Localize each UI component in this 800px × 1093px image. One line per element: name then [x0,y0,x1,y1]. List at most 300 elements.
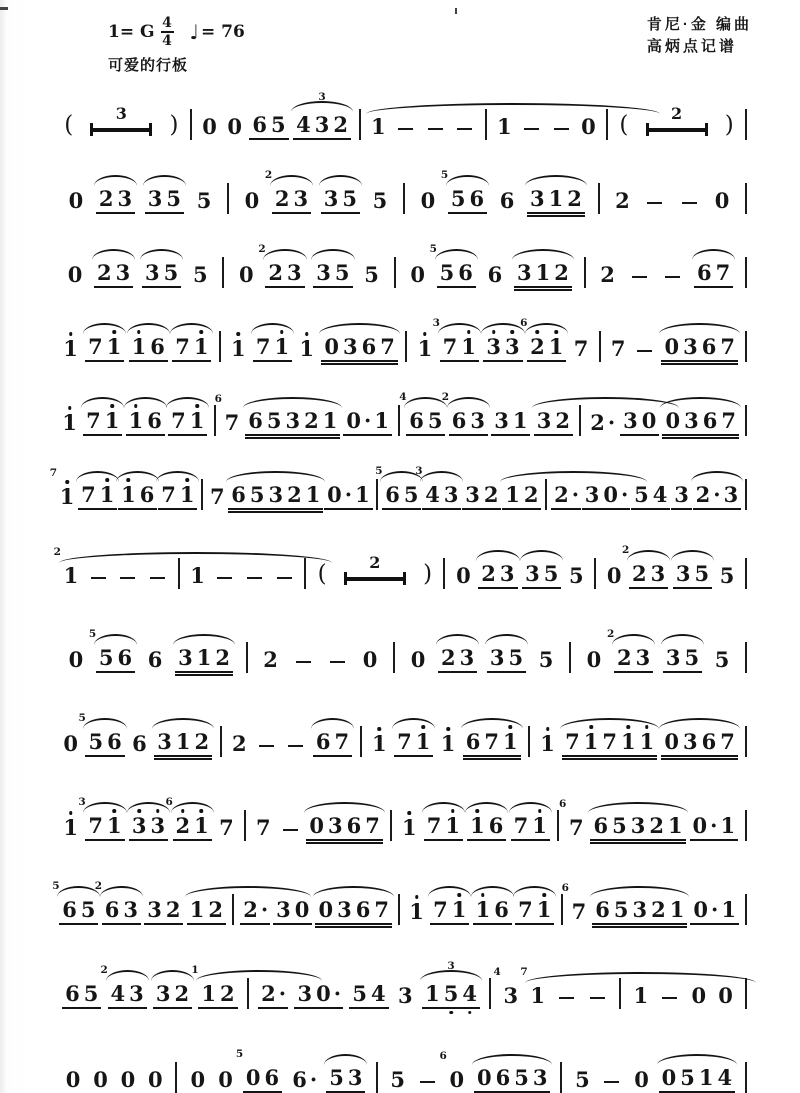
note-group [375,465,421,510]
note-group [462,482,501,510]
note-group [671,482,692,510]
octave-dot-above [446,727,450,731]
note-digit: 6 [107,729,122,754]
note-digit: 5 [427,408,443,433]
note-group [712,647,733,673]
measure [56,628,243,673]
note-digit: 2 [616,645,632,670]
note-group [662,408,739,436]
bar-line [598,183,600,214]
note-group [453,563,474,589]
note-group [165,796,212,841]
note-digit: 0 [67,262,83,287]
note-digit: 4 [371,981,386,1006]
octave-dot-above [415,895,419,899]
music-line [56,243,750,288]
note-group [370,188,391,214]
note-digit: 1 [297,338,316,359]
duration-dash [150,577,165,579]
note-digit: 2 [600,262,615,287]
slur-arc [324,1054,367,1065]
note-digit: 1 [425,981,440,1006]
note-group [562,729,657,757]
octave-dot-above [200,809,204,813]
octave-dot-below [468,1011,472,1015]
duration-dash [457,128,472,130]
slur-arc [481,323,524,334]
grace-note: 6 [520,317,528,329]
measure [52,880,229,925]
note-digit: 2 [528,336,547,357]
measure [251,647,390,673]
octave-dot-above [451,809,455,813]
note-digit: 3 [584,482,600,507]
slur-arc [94,175,137,186]
note-group [118,482,157,510]
note-digit: 6 [248,408,263,433]
note-group [228,336,249,362]
note-digit: 3 [276,897,291,922]
note-group [690,813,739,841]
note-digit: 1 [58,486,77,507]
note-digit: 3 [129,981,144,1006]
slur-arc [251,323,294,334]
note-group [622,544,668,589]
note-digit: 3 [484,336,503,357]
note-digit: 3 [117,186,133,211]
note-group [126,408,165,436]
note-digit: 1 [505,482,520,507]
note-group [296,336,317,362]
note-digit: 2 [523,482,539,507]
note-group [343,408,392,436]
duration-dash [120,577,135,579]
note-group [604,563,625,589]
note-group [590,813,685,841]
note-digit: 5 [329,1065,344,1090]
note-digit: 1 [638,731,657,752]
note-digit: 2 [174,815,193,836]
duration-dash [682,202,697,204]
note-digit: 5 [271,112,286,137]
bar-line [403,183,405,214]
bar-line [360,726,362,757]
note-group [294,981,343,1009]
note-digit: 3 [499,561,515,586]
note-group [258,981,288,1009]
note-digit: 5 [83,981,99,1006]
note-digit: 1 [105,815,124,836]
note-digit: 7 [571,899,587,924]
octave-dot-above [156,809,160,813]
duration-dash [632,276,647,278]
measure [399,391,576,436]
slur-arc [151,970,194,981]
bar-line [398,405,400,436]
grace-note: 6 [561,882,569,894]
note-digit: 2 [97,260,112,285]
note-group [361,262,382,288]
note-group [324,482,373,510]
octave-dot-above [511,330,515,334]
octave-dot-above [105,478,109,482]
note-group [440,169,487,214]
note-group [721,112,738,140]
note-digit: 2 [333,112,349,137]
note-digit: 0 [661,1065,677,1090]
note-group [187,563,208,589]
note-digit: 6 [458,260,473,285]
bar-line [745,642,747,673]
octave-dot-above [65,480,69,484]
note-digit: 0 [586,647,602,672]
note-digit: 1 [416,338,435,359]
time-signature-top: 4 [162,15,172,31]
slur-arc [100,886,143,897]
note-group [313,260,352,288]
bar-line [557,810,559,841]
note-group [558,798,587,841]
note-group [321,334,398,362]
slur-arc [525,175,587,186]
music-line [56,1048,750,1093]
octave-dot-above [645,725,649,729]
note-digit: 7 [715,260,731,285]
slur-arc [196,970,322,981]
note-digit: 1 [512,408,528,433]
grace-note: 7 [520,966,528,978]
slur-arc [627,550,670,561]
octave-dot-above [185,478,189,482]
duration-dash [296,661,311,663]
duration-dash [330,661,345,663]
note-group [673,561,712,589]
note-digit: 7 [161,482,176,507]
note-digit: 2 [243,897,258,922]
slur-arc [83,802,126,813]
note-group [715,983,736,1009]
grace-note: 5 [375,465,383,477]
note-digit: 3 [470,408,485,433]
note-digit: 1 [178,484,197,505]
measure [53,546,175,589]
note-digit: 1 [501,731,520,752]
note-digit: 0 [410,647,426,672]
time-signature-bottom: 4 [162,32,172,49]
bar-line [745,405,747,436]
note-digit: 5 [612,813,627,838]
note-group [659,1065,736,1093]
note-group [406,899,427,925]
note-digit: 1 [721,897,736,922]
note-digit: 6 [231,482,246,507]
note-digit: 5 [98,645,114,670]
bar-line [178,558,180,589]
note-digit: 7 [721,408,736,433]
parenthesis: ) [724,112,734,138]
measure [56,408,211,436]
duration-dash [283,829,298,831]
note-digit: 6 [593,813,609,838]
octave-dot-above [408,811,412,815]
note-group [94,880,141,925]
measure [56,712,217,757]
note-group [240,897,270,925]
note-digit: 5 [694,561,710,586]
note-digit: 6 [147,408,162,433]
note-digit: 0 [420,188,436,213]
note-digit: 7 [565,729,580,754]
note-group [154,729,212,757]
note-digit: 7 [720,729,735,754]
measure [224,334,402,362]
measure [56,186,224,214]
note-digit: 3 [650,561,666,586]
note-group [368,114,389,140]
slur-arc [106,970,149,981]
octave-dot-above [137,330,141,334]
slur-arc [422,802,465,813]
measure [603,188,742,214]
credits [647,14,752,58]
augmentation-dot: · [333,981,342,1006]
note-digit: 6 [147,647,163,672]
note-digit: 2 [615,188,630,213]
note-group [497,188,518,214]
note-group [536,647,557,673]
note-group [493,966,522,1009]
slur-arc [435,249,478,260]
note-digit: 2 [554,260,569,285]
note-digit: 1 [400,817,419,838]
octave-dot-above [110,404,114,408]
note-group [49,467,78,510]
note-digit: 0 [691,983,707,1008]
note-group [145,647,166,673]
bar-line [222,257,224,288]
note-group [606,628,653,673]
bar-line [594,558,596,589]
note-digit: 1 [582,731,601,752]
duration-dash [217,577,232,579]
note-group [66,188,87,214]
note-group [90,1067,111,1093]
multimeasure-rest [81,104,161,140]
slur-arc [660,397,741,408]
music-line [56,169,750,214]
note-group [129,334,168,362]
note-digit: 2 [208,897,223,922]
note-group [321,186,360,214]
note-digit: 3 [328,813,343,838]
octave-dot-above [423,332,427,336]
slur-arc [590,886,689,897]
bar-line [390,810,392,841]
note-group [175,645,233,673]
note-digit: 3 [674,482,689,507]
note-digit: 7 [484,729,500,754]
note-digit: 3 [665,645,681,670]
note-digit: 5 [390,1067,405,1092]
octave-dot-above [305,332,309,336]
grace-note: 6 [214,393,222,405]
note-digit: 1 [189,897,205,922]
note-digit: 1 [192,336,211,357]
slur-arc [692,249,735,260]
note-digit: 3 [532,1065,548,1090]
note-digit: 1 [273,336,292,357]
duration-dash [277,577,292,579]
note-group [394,729,433,757]
note-digit: 5 [403,482,419,507]
note-digit: 1 [196,645,212,670]
note-digit: 1 [633,983,649,1008]
octave-dot-above [554,330,558,334]
note-group [326,1065,365,1093]
multirest-bar [344,572,406,585]
grace-note: 5 [78,712,86,724]
note-group [369,731,390,757]
octave-dot-above [68,406,72,410]
note-digit: 2 [165,897,181,922]
note-digit: 3 [342,334,358,359]
tempo-value: = 76 [200,21,245,42]
note-group [215,1067,236,1093]
measure [589,260,742,288]
note-digit: 3 [144,260,160,285]
note-digit: 0 [410,262,425,287]
parenthesis: ) [169,112,179,138]
measure [195,91,356,140]
note-digit: 3 [443,482,459,507]
augmentation-dot: · [710,813,718,838]
slur-arc [509,802,552,813]
octave-dot-above [280,330,284,334]
note-digit: 6 [469,186,485,211]
duration-dash [590,997,605,999]
augmentation-dot: · [260,897,269,922]
note-digit: 1 [201,981,216,1006]
measure [611,104,742,140]
note-digit: 2 [695,482,711,507]
note-digit: 0 [324,334,339,359]
note-group [172,334,211,362]
slur-arc [116,471,159,482]
note-digit: 2 [261,981,276,1006]
note-group [100,964,147,1009]
slur-arc [420,471,463,482]
note-digit: 1 [619,731,638,752]
note-digit: 3 [314,112,330,137]
note-digit: 0 [449,1067,465,1092]
slur-arc [171,802,214,813]
note-group [228,482,323,510]
note-group [60,815,81,841]
bar-line [745,479,747,510]
note-digit: 1 [535,899,554,920]
note-digit: 0 [190,1067,206,1092]
note-group [129,813,168,841]
note-digit: 6 [701,729,717,754]
music-line [56,712,750,757]
slur-arc [313,886,394,897]
note-digit: 7 [175,334,190,359]
note-group [415,465,461,510]
slur-arc [83,718,126,729]
note-digit: 1 [548,186,564,211]
bar-line [376,479,378,510]
note-digit: 7 [573,336,589,361]
note-digit: 2 [651,897,666,922]
note-group [129,731,150,757]
note-digit: 0 [239,262,254,287]
note-group [520,317,566,362]
note-digit: 3 [675,561,691,586]
octave-dot-above [237,332,241,336]
measure [599,544,742,589]
note-digit: 5 [372,188,388,213]
note-digit: 2 [268,260,283,285]
note-group [289,1067,319,1093]
octave-dot-above [69,332,73,336]
note-group [487,645,526,673]
note-digit: 4 [425,482,440,507]
slur-arc [657,1054,738,1065]
note-digit: 2 [287,482,302,507]
note-digit: 3 [147,186,163,211]
note-digit: 4 [652,482,668,507]
note-digit: 7 [397,729,412,754]
note-digit: 6 [488,813,504,838]
music-line [56,91,750,140]
grace-note: 3 [432,317,440,329]
slur-arc [226,471,325,482]
note-digit: 3 [536,408,552,433]
note-digit: 5 [684,645,700,670]
note-digit: 3 [723,482,739,507]
measure [225,729,357,757]
slur-arc [392,718,435,729]
bar-line [304,558,306,589]
note-digit: 1 [450,899,469,920]
grace-note: 6 [439,1050,447,1062]
note-digit: 3 [503,983,519,1008]
duration-dash [647,202,662,204]
note-digit: 5 [166,186,182,211]
bar-line [745,183,747,214]
octave-dot-above [627,725,631,729]
measure [49,467,198,510]
note-group [631,1067,652,1093]
augmentation-dot: · [711,897,719,922]
octave-dot-above [467,330,471,334]
bar-line [227,183,229,214]
note-digit: 1 [63,563,79,588]
note-group [620,408,659,436]
note-group [514,260,572,288]
octave-dot-above [492,330,496,334]
note-group [83,408,122,436]
slur-arc [436,634,479,645]
grace-note: 5 [235,1048,244,1060]
note-digit: 0 [318,897,334,922]
note-digit: 1 [530,983,545,1008]
slur-arc [173,634,235,645]
slur-arc [446,175,489,186]
note-digit: 6 [495,1065,511,1090]
duration-dash [288,745,303,747]
note-digit: 7 [602,729,617,754]
